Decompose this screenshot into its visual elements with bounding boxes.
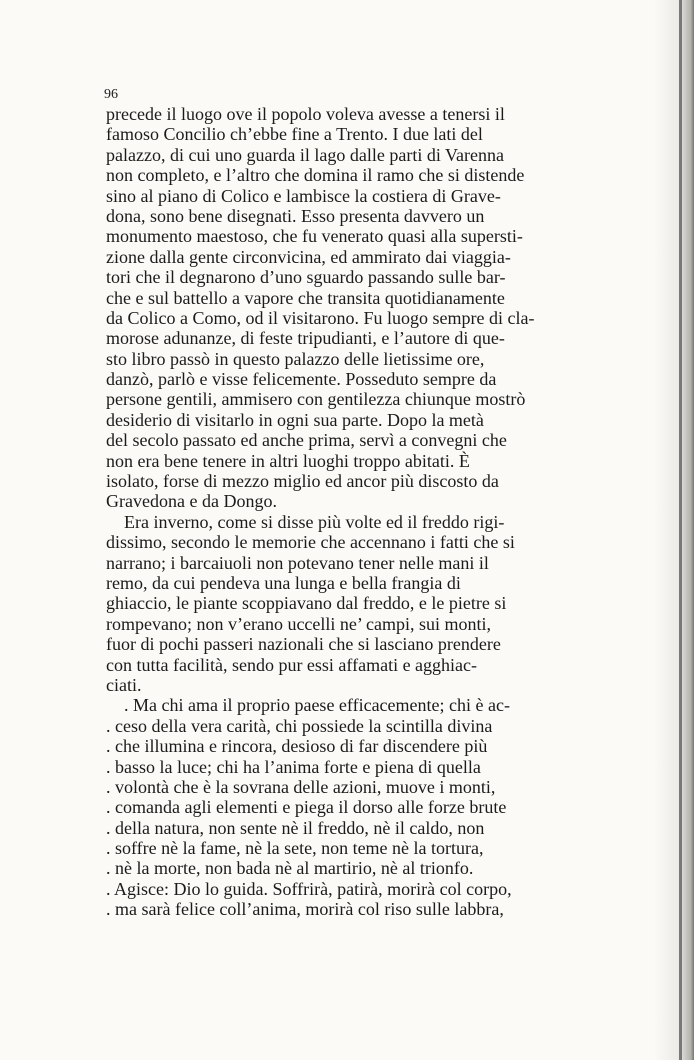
text-line: rompevano; non v’erano uccelli ne’ campi, sui monti, [106,613,492,634]
text-line: non completo, e l’altro che domina il ramo che si distende [106,165,525,186]
text-line: persone gentili, ammisero con gentilezza chiunque mostrò [106,389,526,410]
text-line: Era inverno, come si disse più volte ed il freddo rigi- [124,511,505,532]
text-line: danzò, parlò e visse felicemente. Posseduto sempre da [106,369,497,390]
text-line: . basso la luce; chi ha l’anima forte e piena di quella [106,756,481,777]
text-line: . della natura, non sente nè il freddo, nè il caldo, non [106,817,485,838]
text-line: che e sul battello a vapore che transita quotidianamente [106,287,505,308]
text-line: fuor di pochi passeri nazionali che si lasciano prendere [106,634,501,655]
text-line: . Agisce: Dio lo guida. Soffrirà, patirà, morirà col corpo, [106,878,512,899]
text-line: . soffre nè la fame, nè la sete, non teme nè la tortura, [106,838,484,859]
text-line: dona, sono bene disegnati. Esso presenta davvero un [106,205,485,226]
text-line: sto libro passò in questo palazzo delle lietissime ore, [106,348,485,369]
text-line: Gravedona e da Dongo. [106,491,277,512]
text-line: . ma sarà felice coll’anima, morirà col riso sulle labbra, [106,899,504,920]
text-line: dissimo, secondo le memorie che accennano i fatti che si [106,532,515,553]
text-line: . che illumina e rincora, desioso di far discendere più [106,736,488,757]
text-line: . nè la morte, non bada nè al martirio, nè al trionfo. [106,858,474,879]
text-line: ghiaccio, le piante scoppiavano dal freddo, e le pietre si [106,593,507,614]
text-line: da Colico a Como, od il visitarono. Fu luogo sempre di cla- [106,307,535,328]
text-line: ciati. [106,674,142,695]
body-text [106,104,597,920]
text-line: . volontà che è la sovrana delle azioni, muove i monti, [106,776,496,797]
text-line: narrano; i barcaiuoli non potevano tener nelle mani il [106,552,489,573]
text-line: . comanda agli elementi e piega il dorso alle forze brute [106,797,507,818]
page-number: 96 [104,87,118,102]
text-line: isolato, forse di mezzo miglio ed ancor più discosto da [106,471,499,492]
text-line: sino al piano di Colico e lambisce la costiera di Grave- [106,185,501,206]
page-edge-shadow [654,0,694,1060]
text-line: zione dalla gente circonvicina, ed ammirato dai viaggia- [106,246,511,267]
text-line: palazzo, di cui uno guarda il lago dalle parti di Varenna [106,144,505,165]
text-line: famoso Concilio ch’ebbe fine a Trento. I due lati del [106,124,483,145]
text-line: non era bene tenere in altri luoghi troppo abitati. È [106,450,470,471]
text-line: . ceso della vera carità, chi possiede la scintilla divina [106,715,493,736]
text-line: tori che il degnarono d’uno sguardo passando sulle bar- [106,267,506,288]
text-line: remo, da cui pendeva una lunga e bella frangia di [106,572,461,593]
text-line: morose adunanze, di feste tripudianti, e l’autore di que- [106,328,505,349]
text-line: . Ma chi ama il proprio paese efficacemente; chi è ac- [124,695,510,716]
page-binding-edge [679,0,682,1060]
text-line: monumento maestoso, che fu venerato quasi alla supersti- [106,226,523,247]
text-line: precede il luogo ove il popolo voleva avesse a tenersi il [106,104,505,124]
text-line: desiderio di visitarlo in ogni sua parte. Dopo la metà [106,409,484,430]
text-line: con tutta facilità, sendo pur essi affamati e agghiac- [106,654,478,675]
text-line: del secolo passato ed anche prima, servì a convegni che [106,430,507,451]
